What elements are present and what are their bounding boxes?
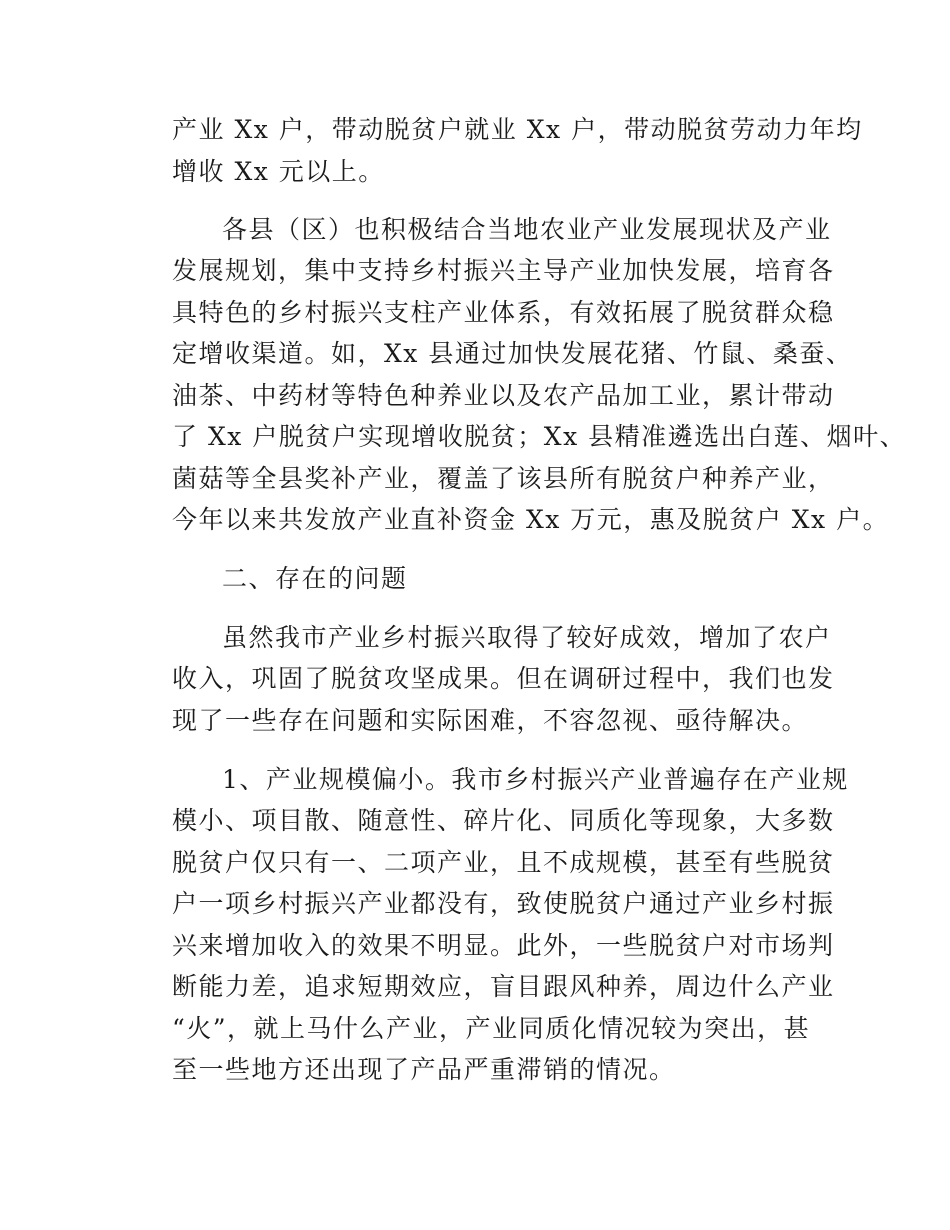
text-line: 今年以来共发放产业直补资金 Xx 万元，惠及脱贫户 Xx 户。 (172, 505, 890, 534)
text-line: 定增收渠道。如，Xx 县通过加快发展花猪、竹鼠、桑蚕、 (172, 339, 853, 368)
text-line: 发展规划，集中支持乡村振兴主导产业加快发展，培育各 (172, 256, 835, 285)
text-line: 至一些地方还出现了产品严重滞销的情况。 (172, 1055, 676, 1084)
text-line: 菌菇等全县奖补产业，覆盖了该县所有脱贫户种养产业， (172, 464, 835, 493)
text-line: 断能力差，追求短期效应，盲目跟风种养，周边什么产业 (172, 972, 835, 1001)
text-line: 虽然我市产业乡村振兴取得了较好成效，增加了农户 (222, 623, 832, 652)
text-line: 现了一些存在问题和实际困难，不容忽视、亟待解决。 (172, 706, 809, 735)
text-line: “火”，就上马什么产业，产业同质化情况较为突出，甚 (172, 1014, 811, 1043)
text-line: 具特色的乡村振兴支柱产业体系，有效拓展了脱贫群众稳 (172, 298, 835, 327)
text-line: 增收 Xx 元以上。 (172, 157, 385, 186)
text-line: 户一项乡村振兴产业都没有，致使脱贫户通过产业乡村振 (172, 889, 835, 918)
text-line: 脱贫户仅只有一、二项产业，且不成规模，甚至有些脱贫 (172, 848, 835, 877)
text-line: 模小、项目散、随意性、碎片化、同质化等现象，大多数 (172, 806, 835, 835)
text-line: 兴来增加收入的效果不明显。此外，一些脱贫户对市场判 (172, 931, 835, 960)
text-line: 各县（区）也积极结合当地农业产业发展现状及产业 (222, 215, 832, 244)
text-line: 收入，巩固了脱贫攻坚成果。但在调研过程中，我们也发 (172, 664, 835, 693)
text-line: 1、产业规模偏小。我市乡村振兴产业普遍存在产业规 (222, 765, 849, 794)
text-line: 产业 Xx 户，带动脱贫户就业 Xx 户，带动脱贫劳动力年均 (172, 115, 863, 144)
text-line: 了 Xx 户脱贫户实现增收脱贫；Xx 县精准遴选出白莲、烟叶、 (172, 422, 907, 451)
section-heading-text: 二、存在的问题 (222, 564, 408, 593)
text-line: 油茶、中药材等特色种养业以及农产品加工业，累计带动 (172, 381, 835, 410)
